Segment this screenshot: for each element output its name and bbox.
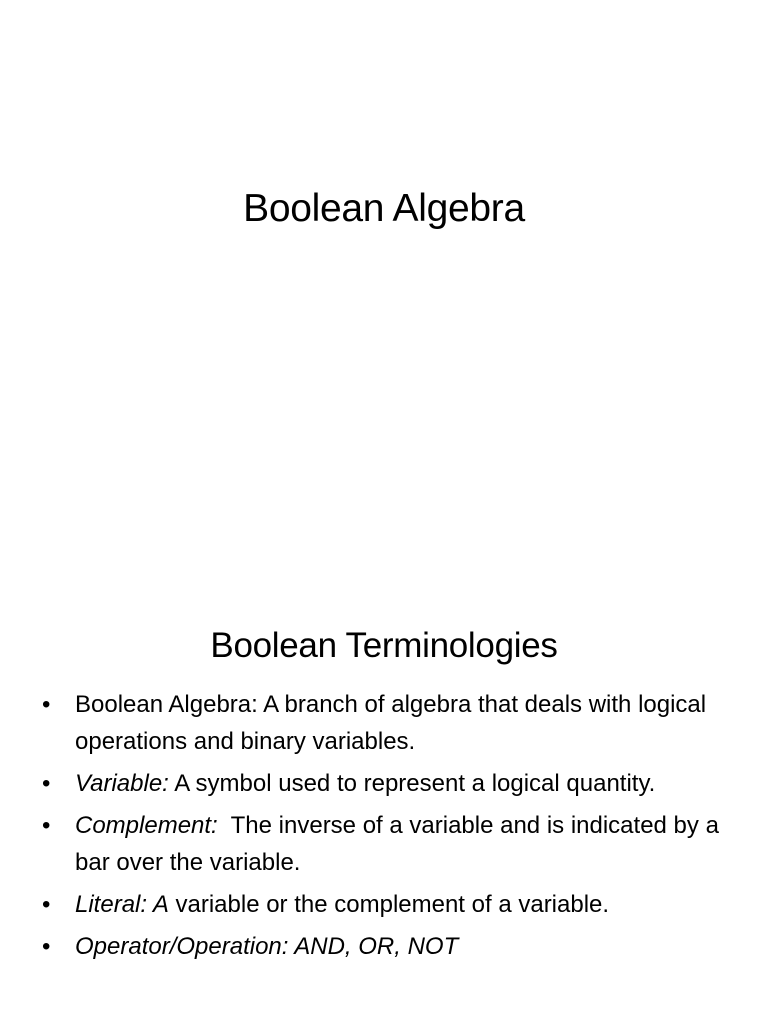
bullet-icon: •	[42, 770, 51, 797]
bullet-icon: •	[42, 933, 51, 960]
list-item	[42, 886, 732, 923]
term-label: Literal: A	[75, 891, 169, 918]
definition-text: Boolean Algebra: A branch of algebra that deals with logical operations and binary variables.	[75, 691, 707, 755]
bullet-icon: •	[42, 891, 51, 918]
list-item	[42, 686, 732, 760]
bullet-icon: •	[42, 691, 51, 718]
bullet-icon: •	[42, 812, 51, 839]
term-label: Complement:	[75, 812, 218, 839]
list-item	[42, 928, 732, 965]
terminology-list	[42, 686, 732, 970]
term-label: Variable:	[75, 770, 169, 797]
list-item	[42, 765, 732, 802]
definition-text: The inverse of a variable and is indicated by a bar over the variable.	[75, 812, 726, 876]
term-label: Operator/Operation: AND, OR, NOT	[75, 933, 459, 960]
list-item	[42, 807, 732, 881]
slide-terminologies	[0, 576, 768, 1024]
definition-text: A symbol used to represent a logical quantity.	[168, 770, 656, 797]
terminologies-heading: Boolean Terminologies	[210, 626, 558, 665]
definition-text: variable or the complement of a variable.	[168, 891, 610, 918]
slide-title-heading: Boolean Algebra	[243, 187, 525, 230]
